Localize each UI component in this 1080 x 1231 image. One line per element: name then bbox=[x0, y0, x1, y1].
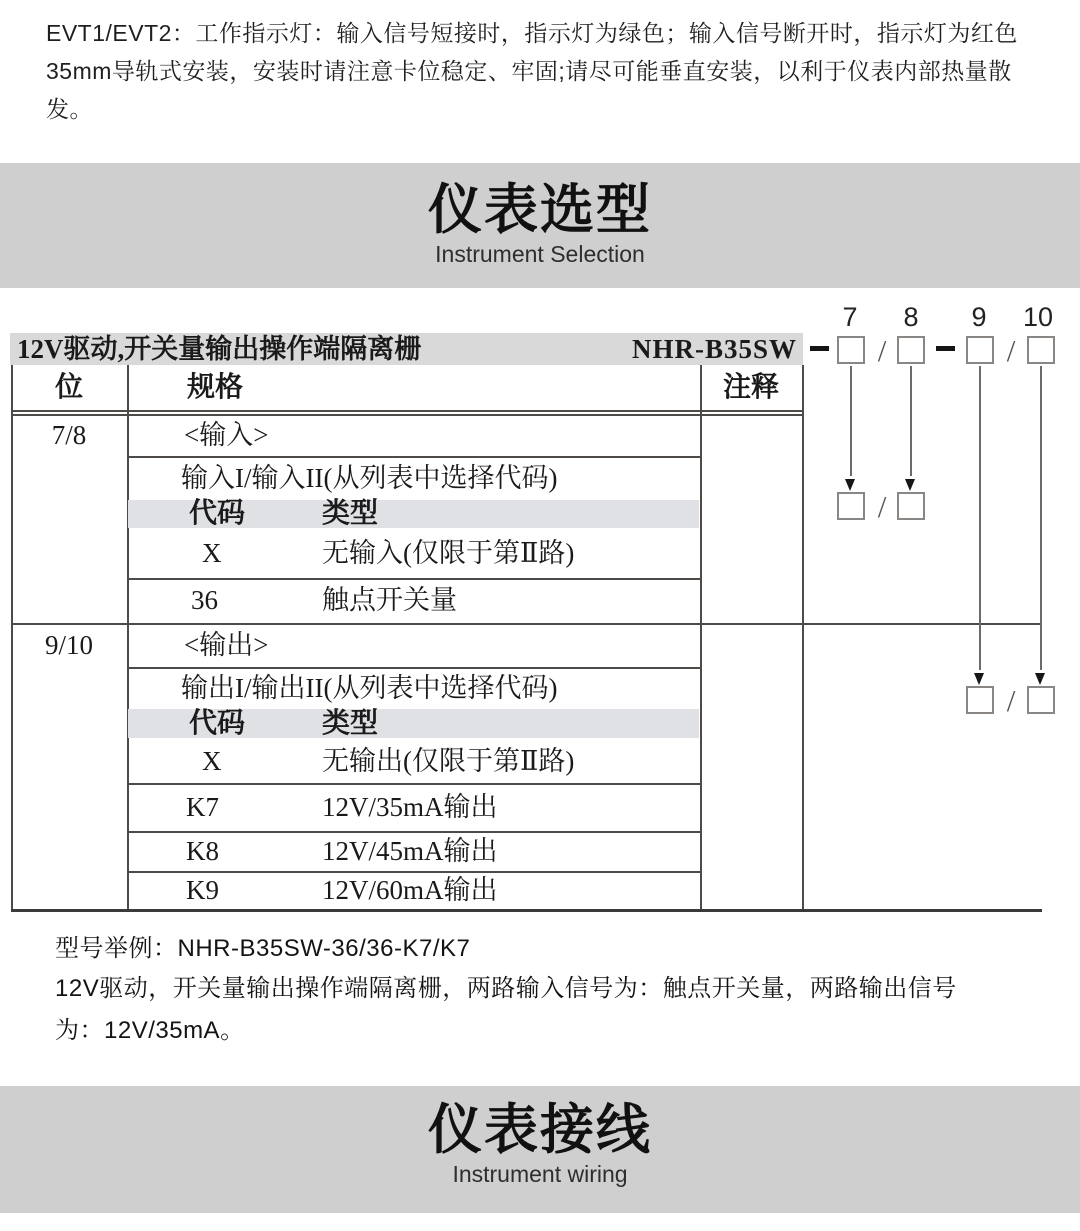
arrow-down-icon-10 bbox=[1035, 673, 1045, 685]
output-code-col-label: 代码 bbox=[189, 708, 246, 739]
input-spec-header: <输入> bbox=[184, 420, 269, 450]
selection-banner-title: 仪表选型 bbox=[428, 180, 652, 240]
output-spec-header: <输出> bbox=[184, 630, 269, 660]
input-row-code-x: X bbox=[202, 538, 222, 568]
example-model-line: 型号举例：NHR-B35SW-36/36-K7/K7 bbox=[55, 935, 471, 962]
leader-line-9 bbox=[979, 366, 981, 670]
code-box-10 bbox=[1027, 336, 1055, 364]
output-row-code-x: X bbox=[202, 746, 222, 776]
product-model: NHR-B35SW bbox=[631, 334, 797, 364]
output-row-type-k9: 12V/60mA输出 bbox=[322, 875, 498, 905]
digit-7-label: 7 bbox=[842, 302, 858, 332]
leader-line-7 bbox=[850, 366, 852, 476]
wiring-banner-subtitle: Instrument wiring bbox=[452, 1161, 628, 1187]
code-box-9 bbox=[966, 336, 994, 364]
arrow-down-icon-7 bbox=[845, 479, 855, 491]
input-code-col-label: 代码 bbox=[189, 498, 246, 529]
output-row-code-k7: K7 bbox=[186, 792, 219, 822]
input-row-type-x: 无输入(仅限于第Ⅱ路) bbox=[322, 538, 575, 568]
output-row-type-k8: 12V/45mA输出 bbox=[322, 836, 498, 866]
digit-8-label: 8 bbox=[903, 302, 919, 332]
output-row-code-k8: K8 bbox=[186, 836, 219, 866]
table-border-bottom bbox=[11, 909, 1042, 912]
code-box-7 bbox=[837, 336, 865, 364]
input-row-type-36: 触点开关量 bbox=[322, 585, 457, 615]
selection-banner-subtitle: Instrument Selection bbox=[435, 241, 645, 267]
digit-10-label: 10 bbox=[1022, 302, 1054, 332]
output-row-type-x: 无输出(仅限于第Ⅱ路) bbox=[322, 746, 575, 776]
dash-separator-2 bbox=[936, 346, 955, 351]
input-select-hint: 输入I/输入II(从列表中选择代码) bbox=[181, 463, 558, 493]
table-divider-pos-spec bbox=[127, 365, 129, 909]
intro-line-1: EVT1/EVT2：工作指示灯：输入信号短接时，指示灯为绿色；输入信号断开时，指示灯为红色 bbox=[46, 20, 1018, 46]
header-row-rule-a bbox=[11, 410, 803, 412]
slash-separator-output: / bbox=[1006, 683, 1016, 718]
arrow-down-icon-8 bbox=[905, 479, 915, 491]
table-title-bar bbox=[10, 333, 803, 365]
wiring-banner bbox=[0, 1086, 1080, 1213]
section-divider-rule bbox=[11, 623, 1042, 625]
section-pos-78: 7/8 bbox=[51, 420, 87, 450]
leader-line-8 bbox=[910, 366, 912, 476]
section-pos-910: 9/10 bbox=[44, 630, 93, 660]
code-box-8 bbox=[897, 336, 925, 364]
slash-separator-top-2: / bbox=[1006, 333, 1016, 368]
slash-separator-input: / bbox=[877, 489, 887, 524]
intro-paragraph bbox=[46, 14, 1046, 128]
column-header-spec: 规格 bbox=[187, 372, 244, 403]
output-type-col-label: 类型 bbox=[322, 708, 379, 739]
example-description-line-2: 为：12V/35mA。 bbox=[55, 1017, 245, 1044]
table-divider-spec-note bbox=[700, 365, 702, 909]
header-row-rule-b bbox=[11, 414, 803, 416]
digit-9-label: 9 bbox=[971, 302, 987, 332]
output-select-hint: 输出I/输出II(从列表中选择代码) bbox=[181, 673, 558, 703]
input-type-col-label: 类型 bbox=[322, 498, 379, 529]
slash-separator-top-1: / bbox=[877, 333, 887, 368]
output-row-code-k9: K9 bbox=[186, 875, 219, 905]
input-row-code-36: 36 bbox=[191, 585, 218, 615]
output-code-box-2 bbox=[1027, 686, 1055, 714]
output-code-box-1 bbox=[966, 686, 994, 714]
output-row-type-k7: 12V/35mA输出 bbox=[322, 792, 498, 822]
table-border-right bbox=[802, 365, 804, 909]
wiring-banner-title: 仪表接线 bbox=[428, 1100, 652, 1160]
dash-separator-1 bbox=[810, 346, 829, 351]
intro-line-2: 35mm导轨式安装，安装时请注意卡位稳定、牢固;请尽可能垂直安装，以利于仪表内部热量散发。 bbox=[46, 58, 1012, 122]
selection-banner bbox=[0, 163, 1080, 288]
arrow-down-icon-9 bbox=[974, 673, 984, 685]
input-code-box-1 bbox=[837, 492, 865, 520]
column-header-note: 注释 bbox=[722, 372, 779, 403]
column-header-pos: 位 bbox=[54, 372, 83, 403]
leader-line-10 bbox=[1040, 366, 1042, 670]
product-description: 12V驱动,开关量输出操作端隔离栅 bbox=[17, 334, 422, 364]
input-code-box-2 bbox=[897, 492, 925, 520]
example-description-line-1: 12V驱动，开关量输出操作端隔离栅，两路输入信号为：触点开关量，两路输出信号 bbox=[55, 975, 957, 1002]
